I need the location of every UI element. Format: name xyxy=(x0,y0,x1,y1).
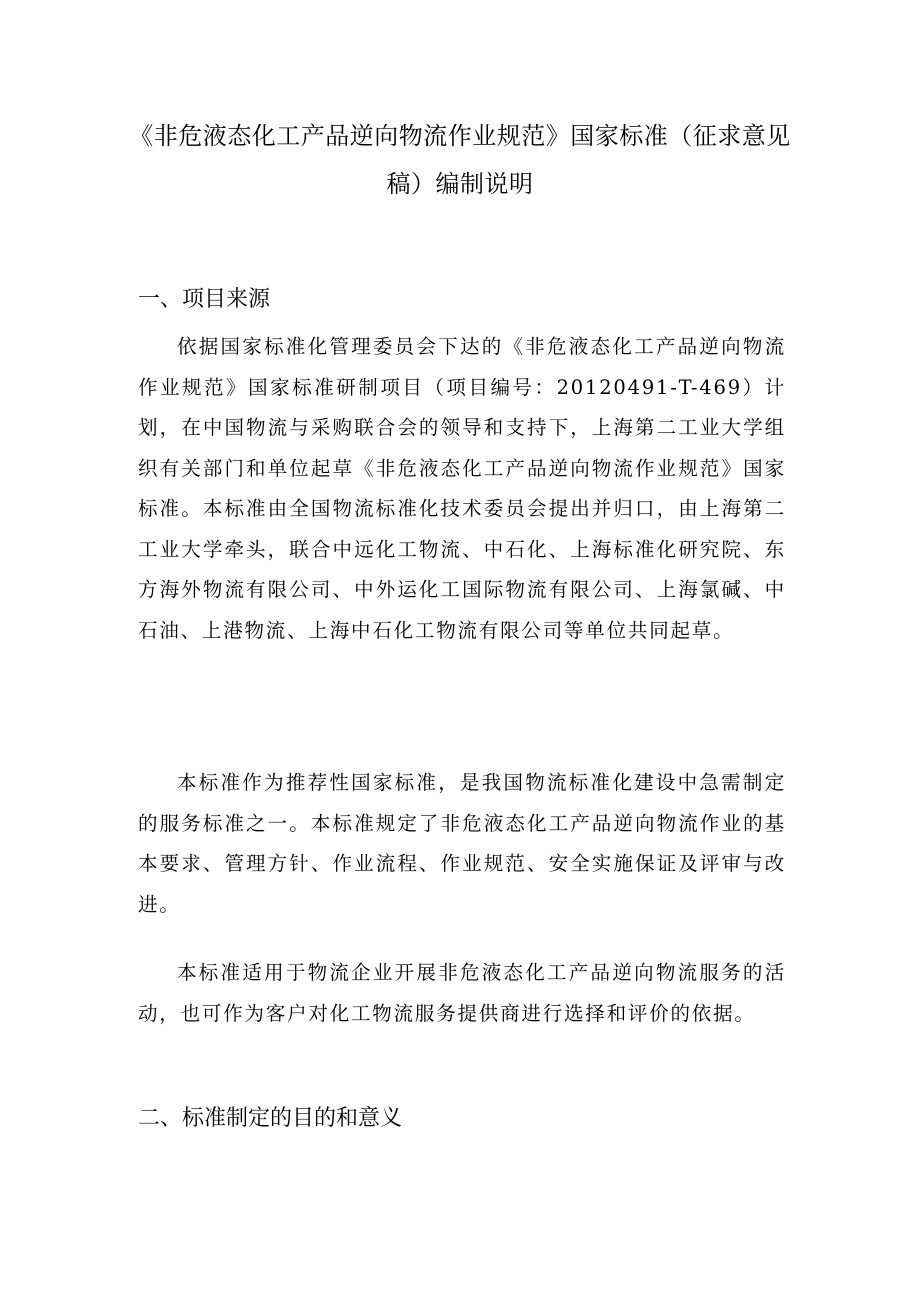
section-heading-project-source: 一、项目来源 xyxy=(138,287,271,312)
paragraph-applicability: 本标准适用于物流企业开展非危液态化工产品逆向物流服务的活动，也可作为客户对化工物流服务提供商进行选择和评价的依据。 xyxy=(138,961,786,1025)
document-title: 《非危液态化工产品逆向物流作业规范》国家标准（征求意见稿）编制说明 xyxy=(129,122,791,198)
paragraph-standard-scope: 本标准作为推荐性国家标准，是我国物流标准化建设中急需制定的服务标准之一。本标准规定了非危液态化工产品逆向物流作业的基本要求、管理方针、作业流程、作业规范、安全实施保证及评审与改进。 xyxy=(138,771,786,916)
section-heading-purpose: 二、标准制定的目的和意义 xyxy=(138,1106,403,1131)
paragraph-project-source: 依据国家标准化管理委员会下达的《非危液态化工产品逆向物流作业规范》国家标准研制项目（项目编号：20120491-T-469）计划，在中国物流与采购联合会的领导和支持下，上海第二工业大学组织有关部门和单位起草《非危液态化工产品逆向物流作业规范》国家标准。本标准由全国物流标准化技术委员会提出并归口，由上海第二工业大学牵头，联合中远化工物流、中石化、上海标准化研究院、东方海外物流有限公司、中外运化工国际物流有限公司、上海氯碱、中石油、上港物流、上海中石化工物流有限公司等单位共同起草。 xyxy=(138,335,786,642)
